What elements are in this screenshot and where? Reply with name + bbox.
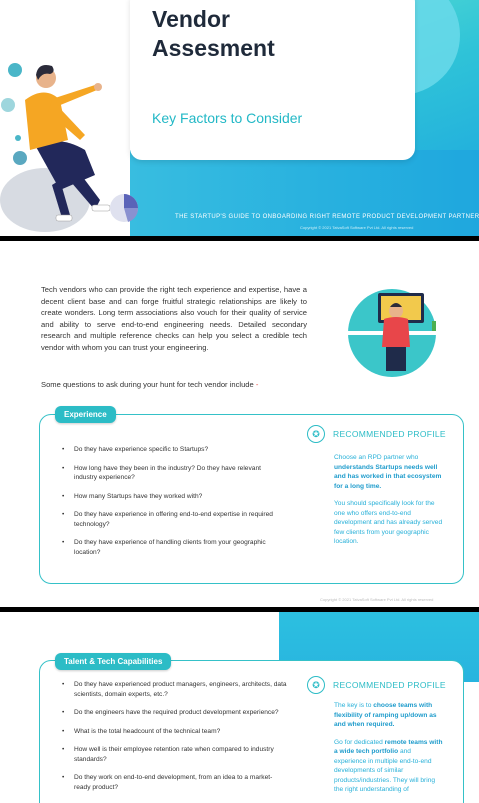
recommended-p1-bold: understands Startups needs well and has worked in that ecosystem for a long time.: [334, 463, 442, 490]
desk-worker-illustration: [340, 281, 450, 381]
recommended-p2-post: and experience in multiple end-to-end developments of similar products/industries. They will bring the right understanding of: [334, 748, 436, 793]
experience-page: [0, 241, 479, 607]
recommended-p1-pre: Choose an RPD partner who: [334, 454, 419, 461]
experience-question-list: [62, 445, 282, 566]
cover-page: [0, 0, 479, 236]
cover-title-line1: Vendor: [152, 6, 230, 32]
award-badge-icon: ✪: [307, 676, 325, 694]
questions-intro-text: Some questions to ask during your hunt for tech vendor include: [41, 380, 254, 389]
cover-copyright: Copyright © 2021 TatvaSoft Software Pvt Ltd. All rights reserved: [300, 225, 414, 230]
recommended-profile-title: RECOMMENDED PROFILE: [333, 680, 446, 690]
recommended-profile-p2: [334, 738, 444, 795]
questions-intro-dash: -: [253, 380, 259, 389]
person-illustration: [0, 40, 150, 236]
talent-tag: Talent & Tech Capabilities: [55, 653, 171, 670]
recommended-profile-text: [334, 453, 444, 547]
recommended-profile-text: [334, 701, 444, 795]
list-item: • How long have they been in the industry? Do they have relevant industry experience?: [62, 464, 282, 483]
list-item: • Do they have experience of handling clients from your geographic location?: [62, 538, 282, 557]
list-item: • How well is their employee retention rate when compared to industry standards?: [62, 745, 287, 764]
cover-teal-band: [130, 150, 479, 236]
experience-tag: Experience: [55, 406, 116, 423]
recommended-profile-p2: You should specifically look for the one who offers end-to-end development and has already served few clients from your geographic location.: [334, 500, 443, 545]
list-item: • Do they work on end-to-end development, from an idea to a market-ready product?: [62, 773, 287, 792]
page2-copyright: Copyright © 2021 TatvaSoft Software Pvt Ltd. All rights reserved: [320, 597, 434, 602]
recommended-p1-pre: The key is to: [334, 702, 374, 709]
recommended-profile-p1: [334, 701, 444, 730]
recommended-p2-bold: remote teams with a wide tech portfolio: [334, 738, 443, 755]
recommended-profile-title: RECOMMENDED PROFILE: [333, 429, 446, 439]
recommended-profile-header: [307, 676, 446, 694]
talent-question-list: [62, 680, 287, 801]
award-badge-icon: ✪: [307, 425, 325, 443]
talent-page: [0, 612, 479, 803]
list-item: • Do they have experienced product managers, engineers, architects, data scientists, domain experts, etc.?: [62, 680, 287, 699]
cover-subtitle: Key Factors to Consider: [152, 110, 303, 126]
cover-title: [152, 5, 332, 63]
cover-title-line2: Assesment: [152, 35, 275, 61]
list-item: • Do the engineers have the required product development experience?: [62, 708, 287, 718]
recommended-p2-pre: Go for dedicated: [334, 738, 385, 746]
recommended-p1-bold: choose teams with flexibility of ramping up/down as and when required.: [334, 702, 437, 728]
list-item: • What is the total headcount of the technical team?: [62, 727, 287, 737]
list-item: • Do they have experience specific to Startups?: [62, 445, 282, 455]
cover-footer: THE STARTUP'S GUIDE TO ONBOARDING RIGHT REMOTE PRODUCT DEVELOPMENT PARTNER: [175, 214, 479, 220]
list-item: • Do they have experience in offering end-to-end expertise in required technology?: [62, 510, 282, 529]
questions-intro: [41, 380, 258, 389]
recommended-profile-p1: [334, 453, 444, 491]
intro-paragraph: Tech vendors who can provide the right tech experience and expertise, have a decent client base and can forge fruitful strategic relationships are likely to create wonders. Long term associations also vouch for their quality of service and ability to serve end-to-end engineering needs. Detailed secondary research and multiple reference checks can help you select a credible tech vendor with whom you can trust your engineering.: [41, 285, 307, 352]
list-item: • How many Startups have they worked with?: [62, 492, 282, 502]
recommended-profile-header: [307, 425, 446, 443]
